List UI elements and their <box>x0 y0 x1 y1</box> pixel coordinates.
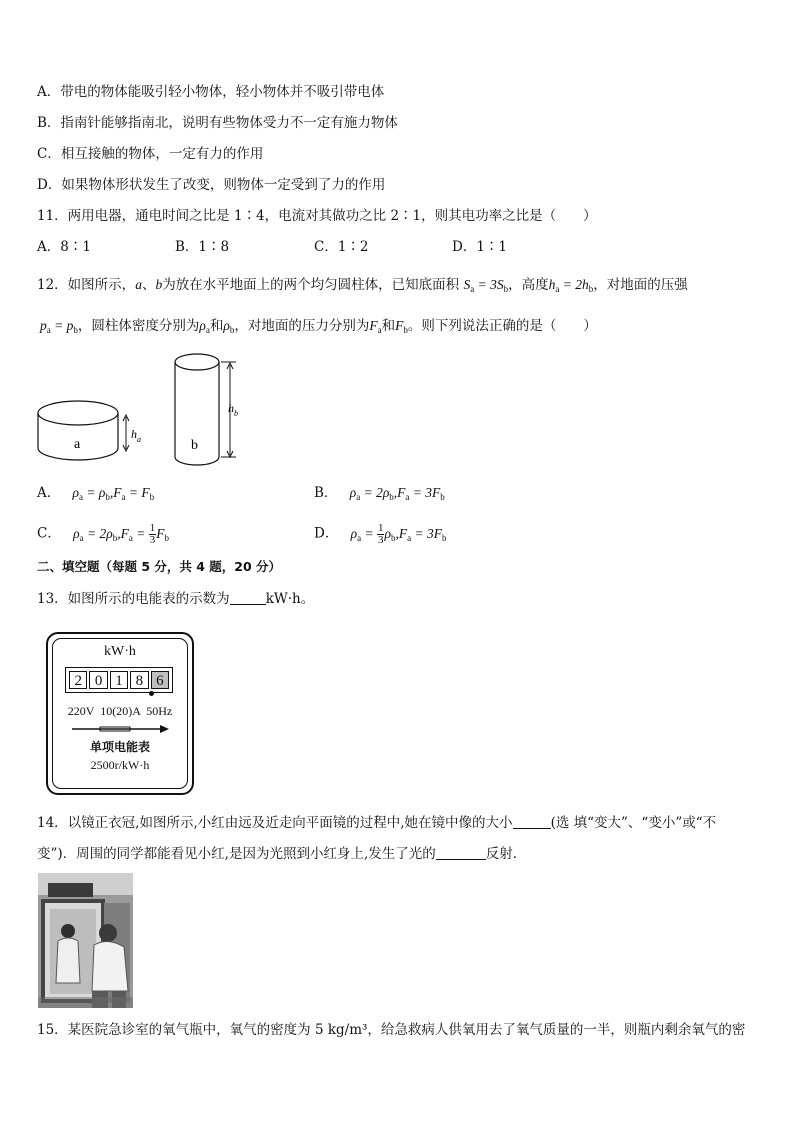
q12-formula-pressure: $p_a = p_b$ <box>40 318 78 335</box>
q14-line1 <box>37 814 716 832</box>
q12-stem-line2 <box>40 317 597 339</box>
q12-rho-a: $\rho_a$ <box>199 318 210 335</box>
q11-option-d: D．1∶1 <box>452 239 508 255</box>
meter-arrow-icon <box>70 724 170 734</box>
q15-line1: 15．某医院急诊室的氧气瓶中，氧气的密度为 5 kg/m³，给急救病人供氧用去了氧气质量的一半，则瓶内剩余氧气的密 <box>37 1022 746 1038</box>
cylinder-a-label: a <box>74 437 81 452</box>
q12-text: ，圆柱体密度分别为 <box>77 318 200 334</box>
q12-option-c-label: C． <box>37 525 61 542</box>
q11-option-a: A．8∶1 <box>37 239 91 255</box>
q13-stem <box>37 590 314 608</box>
q12-var-a: a <box>135 277 142 292</box>
meter-decimal-dot <box>149 691 154 696</box>
q14-text: 反射． <box>485 846 527 862</box>
meter-digit: 2 <box>69 671 87 689</box>
q12-formula-area: $S_a = 3S_b$ <box>463 277 509 294</box>
meter-digit: 8 <box>130 671 148 689</box>
q11-stem: 11．两用电器，通电时间之比是 1∶4，电流对其做功之比 2∶1，则其电功率之比是（ ） <box>37 208 597 224</box>
q12-text: 和 <box>381 318 396 334</box>
q12-option-d-label: D． <box>314 525 339 542</box>
meter-digit-decimal: 6 <box>151 671 169 689</box>
q12-text: 和 <box>209 318 224 334</box>
q12-cylinders-figure <box>30 345 250 470</box>
meter-digit: 1 <box>110 671 128 689</box>
q12-text: ，高度 <box>508 277 549 293</box>
q14-text: (选 填“变大”、“变小”或“不 <box>550 815 717 831</box>
q14-mirror-photo <box>38 873 133 1008</box>
meter-name: 单项电能表 <box>89 740 150 754</box>
q12-formula-height: $h_a = 2h_b$ <box>548 277 594 294</box>
q14-answer-blank-1[interactable] <box>513 814 551 829</box>
meter-digit-window <box>65 667 173 693</box>
height-b-label: $h_b$ <box>228 401 238 418</box>
q12-option-d: D． $\rho_a$ = $\frac{1}{3}$ $\rho_b,F_a = 3F_b$ <box>314 522 447 546</box>
q14-line2 <box>37 845 526 863</box>
q12-text: 为放在水平地面上的两个均匀圆柱体，已知底面积 <box>162 277 460 293</box>
q10-option-c: C．相互接触的物体，一定有力的作用 <box>37 146 264 162</box>
q12-force-b: $F_b$ <box>395 318 408 335</box>
q13-answer-blank[interactable] <box>230 590 266 605</box>
height-a-label: $h_a$ <box>131 427 141 444</box>
q12-text: 。则下列说法正确的是（ ） <box>407 318 597 334</box>
q12-text: ，对地面的压强 <box>593 277 688 293</box>
meter-spec: 220V 10(20)A 50Hz <box>67 704 173 718</box>
q12-var-b: b <box>155 277 163 292</box>
q14-answer-blank-2[interactable] <box>436 845 486 860</box>
meter-digit: 0 <box>89 671 107 689</box>
q10-option-b: B．指南针能够指南北，说明有些物体受力不一定有施力物体 <box>37 115 398 131</box>
q12-rho-b: $\rho_b$ <box>223 318 235 335</box>
height-a-arrow <box>123 415 129 451</box>
meter-rate: 2500r/kW·h <box>90 758 150 772</box>
section-2-title: 二、填空题（每题 5 分，共 4 题，20 分） <box>37 559 282 574</box>
q12-text: 12．如图所示， <box>37 277 136 293</box>
q12-option-c: C． $\rho_a = 2\rho_b,F_a$ = $\frac{1}{3}$ $F_b$ <box>37 522 169 546</box>
q12-option-a-label: A． <box>37 485 61 501</box>
electric-meter <box>46 632 194 795</box>
q11-option-b: B．1∶8 <box>175 239 230 255</box>
q11-option-c: C．1∶2 <box>314 239 369 255</box>
q12-option-b-label: B． <box>314 485 338 501</box>
cylinder-b-label: b <box>191 438 198 453</box>
q13-text: 13．如图所示的电能表的示数为 <box>37 591 230 607</box>
q14-text: 14．以镜正衣冠,如图所示,小红由远及近走向平面镜的过程中,她在镜中像的大小 <box>37 815 513 831</box>
q14-text: 变”)．周围的同学都能看见小红,是因为光照到小红身上,发生了光的 <box>37 846 436 862</box>
q12-option-a: A． $\rho_a = \rho_b,F_a = F_b$ <box>37 485 155 502</box>
q10-option-a: A．带电的物体能吸引轻小物体，轻小物体并不吸引带电体 <box>37 84 385 100</box>
q12-text: ，对地面的压力分别为 <box>234 318 370 334</box>
q10-option-d: D．如果物体形状发生了改变，则物体一定受到了力的作用 <box>37 177 386 193</box>
q13-text: kW·h。 <box>265 591 315 607</box>
q12-force-a: $F_a$ <box>369 318 382 335</box>
q12-stem-line1 <box>37 276 688 298</box>
meter-unit: kW·h <box>104 644 136 659</box>
q12-option-b: B． $\rho_a = 2\rho_b,F_a = 3F_b$ <box>314 485 445 502</box>
q12-sep: 、 <box>141 277 156 293</box>
